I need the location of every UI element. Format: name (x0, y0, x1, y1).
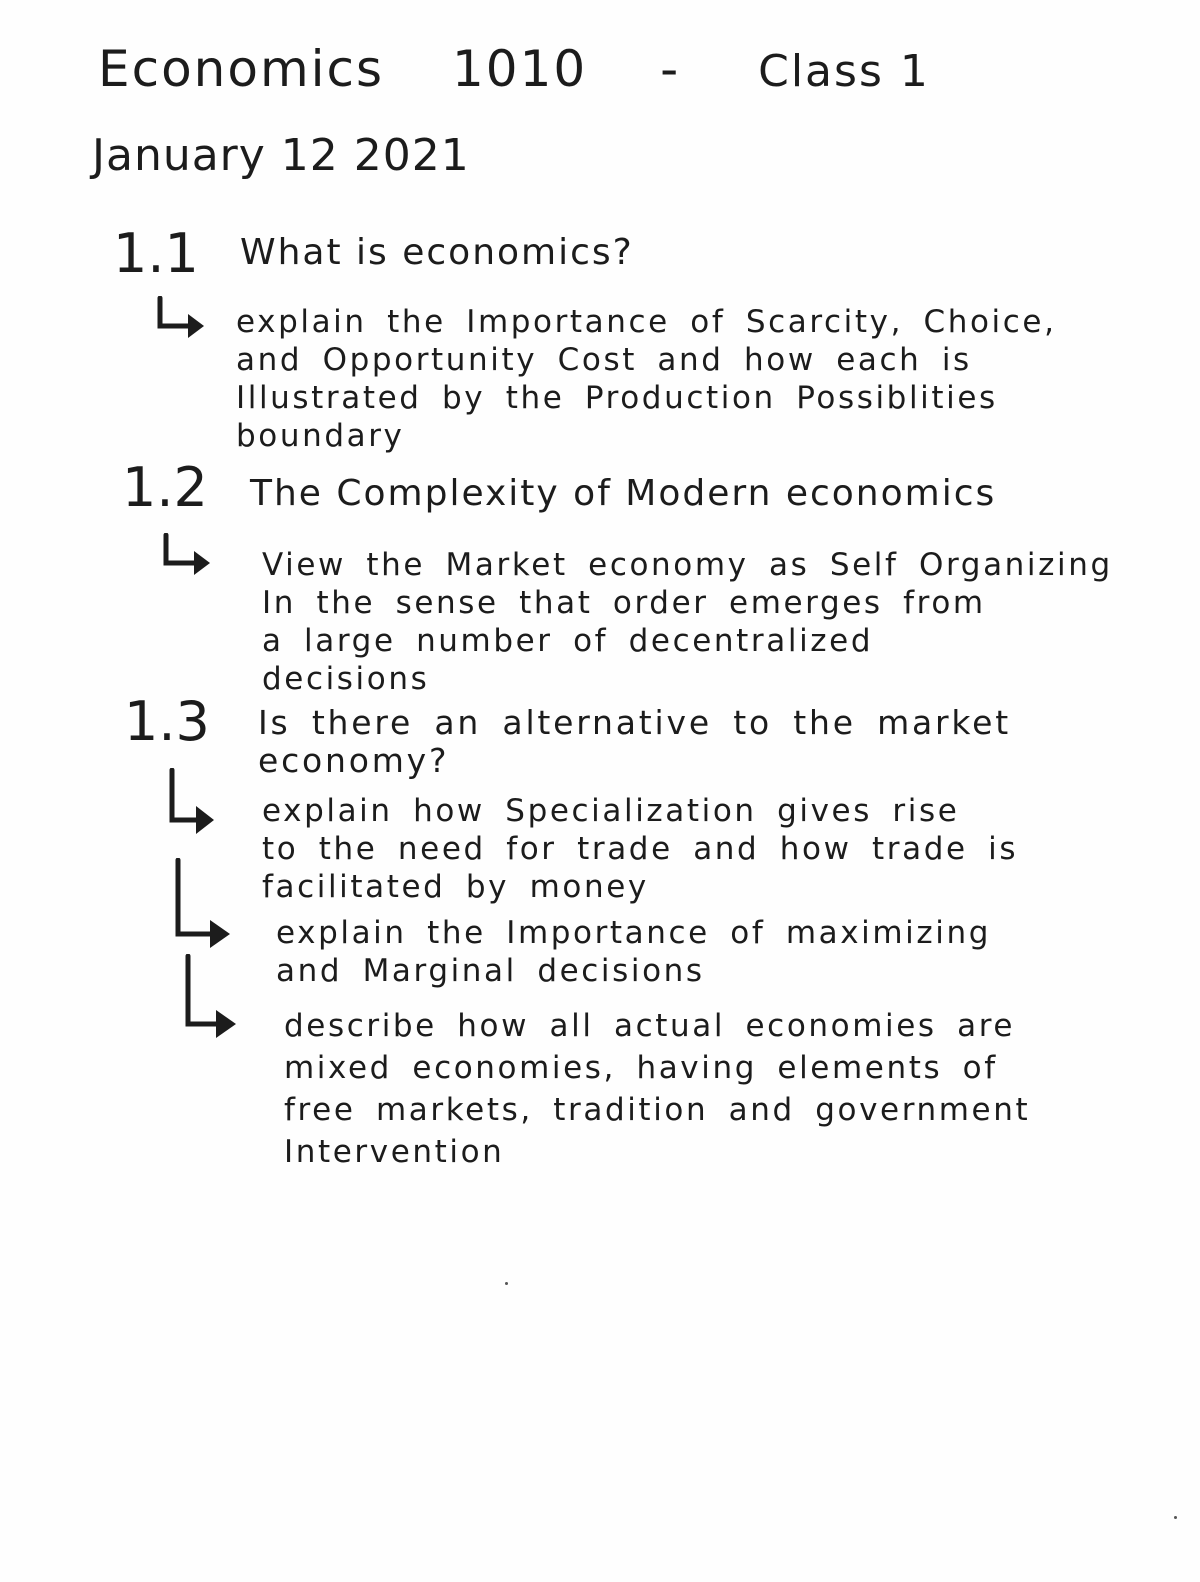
class-label: Class 1 (758, 46, 930, 97)
curved-arrow-icon (152, 296, 212, 342)
bullet-line: and Opportunity Cost and how each is (236, 342, 972, 378)
section-number-1-1: 1.1 (113, 222, 199, 285)
section-title-1-1: What is economics? (240, 232, 634, 273)
bullet-line: describe how all actual economies are (284, 1008, 1016, 1044)
course-name: Economics (98, 40, 385, 98)
section-number-1-3: 1.3 (124, 690, 210, 753)
title-separator: - (660, 40, 681, 98)
bullet-line: and Marginal decisions (276, 953, 705, 989)
section-number-1-2: 1.2 (122, 456, 208, 519)
curved-arrow-icon (162, 768, 222, 840)
curved-arrow-icon (178, 954, 250, 1054)
bullet-line: boundary (236, 418, 405, 454)
page-title (98, 40, 930, 98)
scan-speck (505, 1282, 508, 1285)
bullet-1-1-1 (236, 303, 1057, 455)
bullet-line: decisions (262, 661, 430, 697)
section-title-line: economy? (258, 741, 450, 780)
bullet-line: explain the Importance of Scarcity, Choice, (236, 304, 1057, 340)
section-title-1-2: The Complexity of Modern economics (250, 473, 997, 514)
bullet-1-2-1 (262, 546, 1113, 698)
scan-speck (1174, 1516, 1177, 1519)
date-line: January 12 2021 (92, 130, 470, 181)
bullet-line: mixed economies, having elements of (284, 1050, 998, 1086)
section-title-1-3 (258, 704, 1011, 780)
bullet-line: In the sense that order emerges from (262, 585, 986, 621)
bullet-line: explain how Specialization gives rise (262, 793, 960, 829)
section-title-line: Is there an alternative to the market (258, 703, 1011, 742)
bullet-line: a large number of decentralized (262, 623, 874, 659)
bullet-line: Illustrated by the Production Possiblities (236, 380, 998, 416)
bullet-1-3-2 (276, 914, 991, 990)
bullet-line: explain the Importance of maximizing (276, 915, 992, 951)
curved-arrow-icon (170, 858, 242, 958)
bullet-line: Intervention (284, 1134, 505, 1170)
bullet-line: View the Market economy as Self Organizing (262, 547, 1113, 583)
bullet-1-3-1 (262, 792, 1018, 906)
bullet-line: facilitated by money (262, 869, 649, 905)
curved-arrow-icon (158, 533, 218, 579)
bullet-line: to the need for trade and how trade is (262, 831, 1019, 867)
bullet-line: free markets, tradition and government (284, 1092, 1031, 1128)
course-number: 1010 (452, 40, 588, 98)
bullet-1-3-3 (284, 1005, 1030, 1173)
